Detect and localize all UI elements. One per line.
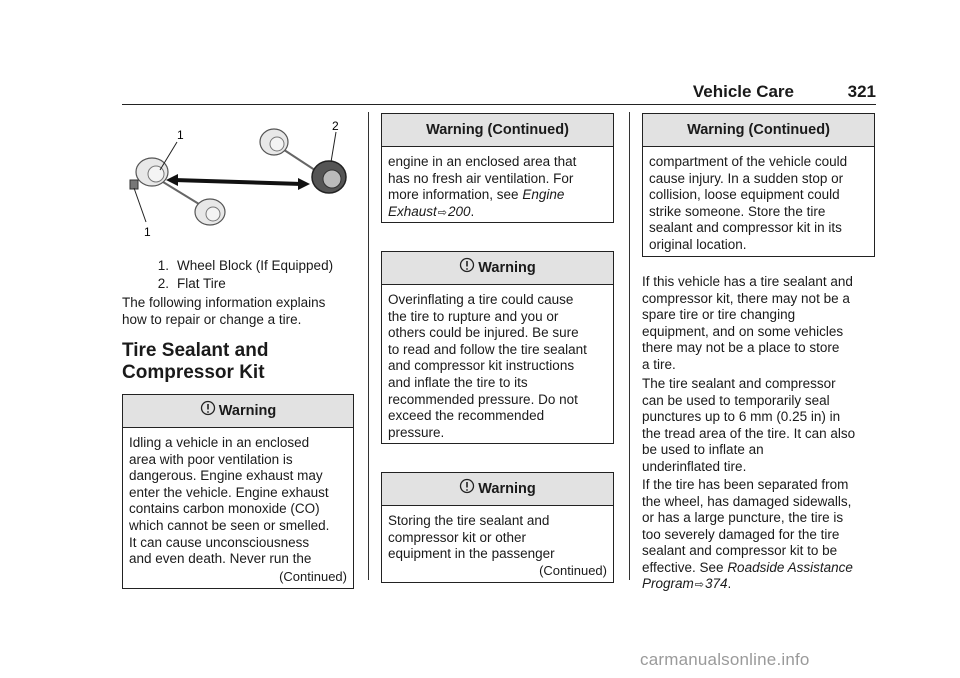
caption-item: 1. Wheel Block (If Equipped) [157,258,334,273]
warning-header: Warning (Continued) [643,114,874,147]
warning-box-exhaust [122,394,354,589]
diagonal-arrow [166,174,310,190]
cross-reference-link[interactable]: Program [642,576,694,591]
callout-2: 2 [332,119,339,133]
continued-label: (Continued) [279,569,347,584]
header-title: Vehicle Care [692,82,794,101]
paragraph-sealant-usage: The tire sealant and compressor can be used to temporarily seal punctures up to 6 mm (0.25 in) in the tread area of the tire. It can also be used to inflate an underinflated tire. [642,376,856,474]
callout-1-top: 1 [177,128,184,142]
warning-box-storage-continued [642,113,875,257]
tire-diagram-illustration [122,112,354,252]
page-reference-icon: ⇨ [437,206,447,219]
flat-tire [312,161,346,193]
page-reference[interactable]: 200 [448,203,471,219]
section-heading: Tire Sealant and Compressor Kit [122,340,269,383]
column-divider [629,112,630,580]
warning-body: compartment of the vehicle could cause injury. In a sudden stop or collision, loose equipment could strike someone. Store the tire sealant and compressor kit in its original location. [649,154,848,252]
page-header [122,82,876,105]
cross-reference-link[interactable]: Engine [522,187,565,203]
wheel-rear-right [195,199,225,225]
warning-body: Overinflating a tire could cause the tire to rupture and you or others could be injured. Be sure to read and follow the tire sealant and compressor kit instructions and inflate the tire to its recommended pressure. Do not exceed the recommended pressure. [388,292,587,440]
cross-reference-link[interactable]: Roadside Assistance [727,559,853,575]
caption-item: 2. Flat Tire [157,276,226,291]
warning-icon [459,478,475,498]
warning-header: Warning [123,395,353,428]
watermark: carmanualsonline.info [640,650,810,669]
warning-header: Warning [382,473,613,506]
paragraph-severe-damage: If the tire has been separated from the wheel, has damaged sidewalls, or has a large puncture, the tire is too severely damaged for the tire sealant and compressor kit to be effective. See Roadside Assistance Program⇨374. [642,477,853,591]
warning-box-overinflation [381,251,614,444]
warning-body: Storing the tire sealant and compressor kit or other equipment in the passenger [388,513,555,562]
warning-header: Warning [382,252,613,285]
paragraph-no-spare: If this vehicle has a tire sealant and compressor kit, there may not be a spare tire or tire changing equipment, and on some vehicles there may not be a place to store a tire. [642,274,853,372]
cross-reference-link[interactable]: Exhaust [388,203,437,219]
wheel-block-icon [130,180,138,189]
warning-icon [200,400,216,420]
warning-body: engine in an enclosed area that has no fresh air ventilation. For more information, see Engine Exhaust⇨200. [388,154,577,219]
warning-body: Idling a vehicle in an enclosed area with poor ventilation is dangerous. Engine exhaust may enter the vehicle. Engine exhaust contains carbon monoxide (CO) which cannot be seen or smelled. It can cause unconsciousness and even death. Never run the [129,435,330,567]
warning-box-exhaust-continued [381,113,614,223]
callout-1-bottom: 1 [144,225,151,239]
continued-label: (Continued) [539,563,607,578]
warning-box-storage [381,472,614,583]
wheel-rear-left [136,158,168,186]
figure-captions [122,257,354,293]
warning-header: Warning (Continued) [382,114,613,147]
page-reference[interactable]: 374 [704,576,728,591]
tire-diagram [122,112,354,252]
page-number: 321 [847,82,876,101]
warning-icon [459,257,475,277]
column-divider [368,112,369,580]
wheel-front-left [260,129,288,155]
intro-paragraph: The following information explains how to repair or change a tire. [122,295,326,327]
page-reference-icon: ⇨ [694,579,704,591]
